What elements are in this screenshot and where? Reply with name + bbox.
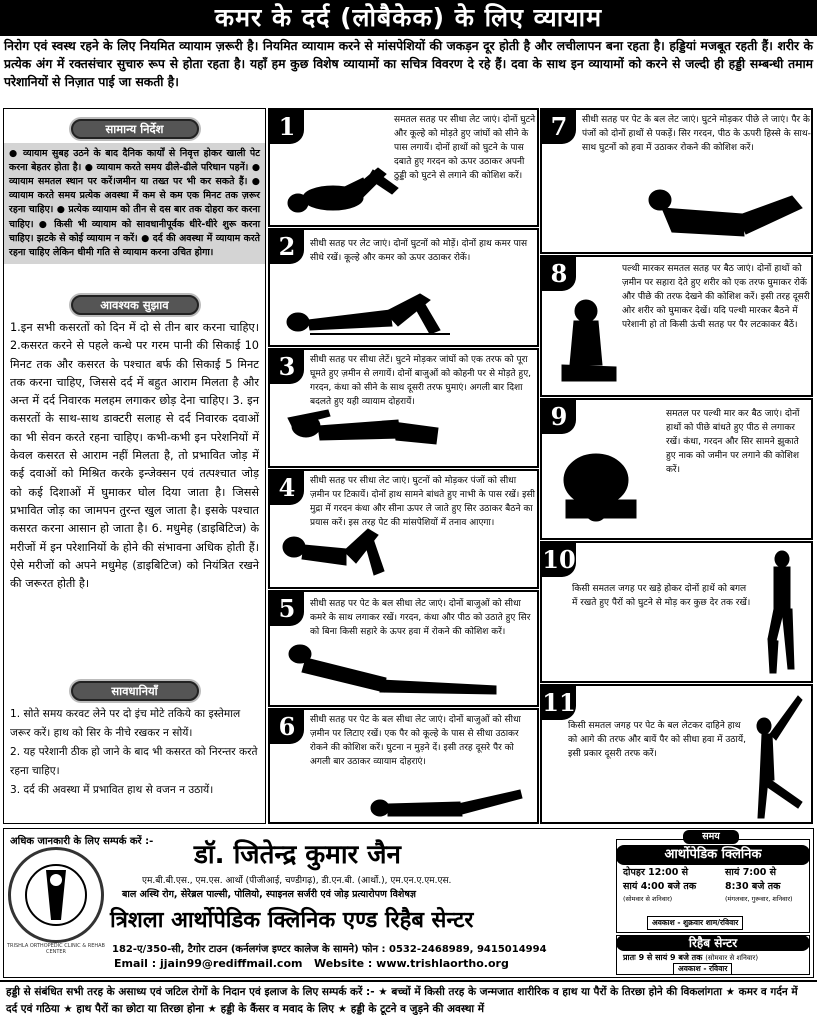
exercise-number: 5: [270, 592, 304, 626]
ortho-time-1a: दोपहर 12:00 से: [623, 867, 689, 878]
email-label: Email :: [114, 957, 157, 970]
website-link[interactable]: www.trishlaortho.org: [376, 957, 509, 970]
exercise-number: 10: [542, 543, 576, 577]
exercise-8-figure-icon: [546, 295, 626, 395]
exercise-text: सीधी सतह पर सीधा लेटें। घुटने मोड़कर जांघों को एक तरफ को पूरा घूमते हुए ज़मीन से लगायें। दोनों बाजुओं को कोहनी पर से मोड़ते हुए, गरदन, कंधा को सीने के साथ दूसरी तरफ घुमाएं। अगली बार दिशा बदलते हुए यही व्यायाम दोहरायें।: [310, 355, 532, 407]
page-title: कमर के दर्द (लोबैकेक) के लिए व्यायाम: [0, 0, 817, 36]
exercise-11-figure-icon: [742, 690, 812, 822]
exercise-number: 9: [542, 400, 576, 434]
exercise-text: सीधी सतह पर पेट के बल सीधा लेट जाएं। दोनों बाजुओं को सीधा कमरे के साथ लगाकर रखें। गरदन, कंधा और पीठ को उठाते हुए सिर को बिना किसी सहारे के ऊपर हवा में रोकने की कोशिश करें।: [310, 599, 531, 637]
exercise-number: 2: [270, 230, 304, 264]
exercise-number: 1: [270, 110, 304, 144]
exercise-10-figure-icon: [756, 549, 808, 679]
intro-text: निरोग एवं स्वस्थ रहने के लिए नियमित व्यायाम ज़रूरी है। नियमित व्यायाम करने से मांसपेशियों की जकड़न दूर होती है और लचीलापन बना रहता है। हड्डियां मजबूत रहती हैं। शरीर के प्रत्येक अंग में रक्तसंचार सुचारु रूप से होता रहता है। यहाँ हम कुछ विशेष व्यायामों का सचित्र विवरण दे रहे हैं। दवा के साथ इन व्यायामों को करने से जल्दी ही हड्डी सम्बन्धी तमाम परेशानियों से निज़ात पाई जा सकती है।: [4, 39, 813, 89]
exercise-panel-11: [540, 684, 813, 824]
clinic-name: त्रिशला आर्थोपेडिक क्लिनिक एण्ड रिहैब सेन्टर: [110, 908, 474, 933]
exercise-text: सीधी सतह पर पेट के बल सीधा लेट जाएं। दोनों बाजुओं को सीधा ज़मीन पर लिटाए रखें। एक पैर को कूल्हे के पास से सीधा उठाकर रोकने की कोशिश करें। घुटना न मुड़ने दें। इसी तरह दूसरे पैर को अगली बार उठाकर व्यायाम दोहराएं।: [310, 715, 521, 767]
ortho-holiday: अवकाश - शुक्रवार शाम/रविवार: [647, 916, 743, 930]
phone-number[interactable]: 0532-2468989, 9415014994: [388, 944, 547, 955]
precaution-item: 1. सोते समय करवट लेने पर दो इंच मोटे तकिये का इस्तेमाल जरूर करें। हाथ को सिर के नीचे रखकर न सोयें।: [10, 708, 241, 739]
exercise-text: पल्थी मारकर समतल सतह पर बैठ जाएं। दोनों हाथों को ज़मीन पर सहारा देते हुए शरीर को एक तरफ घुमाकर रोकें और पीछे की तरफ देखने की कोशिश करें। इसी तरह दूसरी ओर शरीर को घुमाकर देखें। यदि पल्थी मारकर बैठने में परेशानी हो तो किसी ऊंची सतह पर पैर लटकाकर बैठें।: [622, 264, 810, 330]
exercise-text: समतल पर पल्थी मार कर बैठ जाएं। दोनों हाथों को पीछे बांधते हुए पीठ से लगाकर रखें। कंधा, गरदन और सिर सामने झुकाते हुए नाक को जमीन पर लगाने की कोशिश करें।: [666, 409, 800, 475]
doctor-degrees: एम.बी.बी.एस., एम.एस. आर्थो (पीजीआई, चण्डीगढ़), डी.एन.बी. (आर्थो.), एम.एन.ए.एम.एस.: [142, 876, 452, 886]
bottom-banner: हड्डी से संबंधित सभी तरह के असाध्य एवं जटिल रोगों के निदान एवं इलाज के लिए सम्पर्क करें :- ★ बच्चों में किसी तरह के जन्मजात शारीरिक व हाथ या पैरों के तिरछा होने की विकलांगता ★ कमर व गर्दन में दर्द एवं गठिया ★ हाथ पैरों का छोटा या तिरछा होना ★ हड्डी के कैंसर व मवाद के लिए ★ हड्डी के टूटने व जुड़ने की अवस्था में: [0, 980, 817, 1020]
exercise-text: समतल सतह पर सीधा लेट जाएं। दोनों घुटने और कूल्हे को मोड़ते हुए जांघों को सीने के पास लगायें। दोनों हाथों को घुटने के पास दबाते हुए गरदन को ऊपर उठाकर अपनी ठुड्डी को घुटने से लगाने की कोशिश करें।: [394, 115, 536, 181]
exercise-2-figure-icon: [280, 282, 530, 344]
exercise-number: 4: [270, 471, 304, 505]
exercise-5-figure-icon: [276, 644, 516, 704]
doctor-speciality: बाल अस्थि रोग, सेरेब्रल पाल्सी, पोलियो, स्पाइनल सर्जरी एवं जोड़ प्रत्यारोपण विशेषज्ञ: [122, 889, 416, 900]
exercise-panel-4: [268, 469, 539, 589]
ortho-clinic-title: आर्थोपेडिक क्लिनिक: [616, 845, 810, 865]
timing-heading: समय: [683, 830, 739, 844]
suggestions-text: 1.इन सभी कसरतों को दिन में दो से तीन बार करना चाहिए। 2.कसरत करने से पहले कन्धे पर गरम पानी की सिकाई 10 मिनट तक और कसरत के पश्चात बर्फ की सिकाई 5 मिनट तक करना चाहिए, जिससे दर्द में बहुत आराम मिलता है और अन्त में दर्द निवारक मलहम लगाकर छोड़ देना चाहिए। 3. इन कसरतों के साथ-साथ डाक्टरी सलाह से दर्द निवारक दवाओं का भी सेवन करते रहना चाहिए। कभी-कभी इन परेशनियों में केवल कसरत से आराम नहीं मिलता है, तो प्रभावित जोड़ में कई दवाओं को मिश्रित करके इन्जेक्सन एवं तत्पश्चात जोड़ को कई दिशाओं में घुमाकर घोल दिया जाता है। जिससे प्रभावित जोड़ का जामपन तुरन्त खुल जाता है। इसके पश्चात कसरत करना आसान हो जाता है। 6. मधुमेह (डाइबिटिज) के मरीजों में इन परेशानियों के होने की संभावना अधिक होती हैं। ऐसे मरीजों को अपने मधुमेह (डाइबिटिज) को नियंत्रित रखने की जरूरत होती है।: [10, 321, 259, 591]
contact-label: अधिक जानकारी के लिए सम्पर्क करें :-: [10, 836, 154, 847]
exercise-panel-10: [540, 541, 813, 683]
exercise-panel-9: [540, 398, 813, 540]
ortho-days-1: (सोमवार से शनिवार): [623, 894, 673, 903]
ortho-time-2b: 8:30 बजे तक: [725, 880, 781, 892]
exercise-panel-2: [268, 228, 539, 347]
exercise-number: 11: [542, 686, 576, 720]
clinic-logo-icon: [11, 850, 101, 940]
rehab-holiday: अवकाश - रविवार: [673, 963, 732, 975]
exercise-panel-6: [268, 708, 539, 824]
exercise-number: 6: [270, 710, 304, 744]
doctor-name: डॉ. जितेन्द्र कुमार जैन: [194, 840, 401, 870]
exercise-panel-7: [540, 108, 813, 254]
address-line: [112, 941, 547, 955]
website-label: Website :: [313, 957, 373, 970]
exercise-number: 7: [542, 110, 576, 144]
rehab-time: प्रातः 9 से सायं 9 बजे तक: [623, 953, 703, 962]
left-column: [3, 108, 266, 824]
exercise-4-figure-icon: [276, 519, 396, 587]
exercise-panel-8: [540, 255, 813, 397]
exercise-6-figure-icon: [370, 784, 535, 824]
precautions-section: [4, 681, 265, 805]
footer-box: [3, 828, 814, 978]
exercise-panel-3: [268, 348, 539, 468]
exercise-number: 8: [542, 257, 576, 291]
rehab-timing-box: [616, 935, 810, 975]
phone-label: फोन :: [362, 944, 386, 955]
rehab-days: (सोमवार से शनिवार): [705, 954, 759, 962]
exercise-text: सीधी सतह पर लेट जाएं। दोनों घुटनों को मोड़ें। दोनों हाथ कमर पास सीधे रखें। कूल्हे और कमर को ऊपर उठाकर रोकें।: [310, 239, 528, 263]
suggestions-section: [4, 295, 265, 597]
exercise-7-figure-icon: [642, 186, 812, 252]
exercise-text: किसी समतल जगह पर पेट के बल लेटकर दाहिने हाथ को आगे की तरफ और बायें पैर को सीधा हवा में उठायें, इसी प्रकार दूसरी तरफ करें।: [568, 721, 746, 759]
precaution-item: 3. दर्द की अवस्था में प्रभावित हाथ से वजन न उठायें।: [10, 784, 214, 797]
ortho-timing-box: [616, 831, 810, 933]
general-heading: सामान्य निर्देश: [71, 119, 199, 139]
suggestions-heading: आवश्यक सुझाव: [71, 295, 199, 315]
address: 182-ए/350-सी, टैगोर टाउन (कर्नलगंज इण्टर कालेज के सामने): [112, 944, 359, 955]
exercise-text: सीधी सतह पर सीधा लेट जाएं। घुटनों को मोड़कर पंजों को सीधा ज़मीन पर टिकायें। दोनों हाथ सामने बांधते हुए नाभी के पास रखें। इसी मुद्रा में गरदन कंधा और सीना ऊपर ले जाते हुए सिर उठाकर बैठने का प्रयास करें। इस तरह पेट की मांसपेशियों में तनाव आएगा।: [310, 476, 535, 528]
precaution-item: 2. यह परेशानी ठीक हो जाने के बाद भी कसरत को निरन्तर करते रहना चाहिए।: [10, 746, 258, 777]
rehab-title: रिहैब सेन्टर: [616, 935, 810, 951]
general-instructions: [4, 119, 265, 264]
ortho-time-1b: सायं 4:00 बजे तक: [623, 880, 697, 892]
precautions-heading: सावधानियाँ: [71, 681, 199, 701]
ortho-days-2: (मंगलवार, गुरूवार, शनिवार): [725, 894, 793, 903]
logo-text: TRISHLA ORTHOPEDIC CLINIC & REHAB CENTER: [6, 943, 105, 955]
clinic-logo: [8, 847, 104, 943]
exercise-number: 3: [270, 350, 304, 384]
exercise-panel-1: [268, 108, 539, 227]
exercise-9-figure-icon: [546, 440, 646, 538]
exercise-text: किसी समतल जगह पर खड़े होकर दोनों हाथें को बगल में रखते हुए पैरों को घुटने से मोड़ कर कुछ देर तक रखें।: [572, 584, 751, 608]
general-text: ● व्यायाम सुबह उठने के बाद दैनिक कार्यों से निवृत्त होकर खाली पेट करना बेहतर होता है। ● व्यायाम करते समय ढीले-ढीले परिधान पहनें। ● व्यायाम समतल स्थान पर करें।जमीन या तख्त पर भी कर सकते हैं। ● व्यायाम करते समय प्रत्येक अवस्था में कम से कम एक मिनट तक ज़रूर रहना चाहिए। ● प्रत्येक व्यायाम को तीन से दस बार तक दोहरा कर करना चाहिए। ● किसी भी व्यायाम को सावधानीपूर्वक धीरे-धीरे शुरू करना चाहिए। झटके से कोई व्यायाम न करें। ● दर्द की अवस्था में व्यायाम करते रहना चाहिए लेकिन धीमी गति से व्यायाम करना उचित होगा।: [4, 143, 265, 264]
email-website-line: [114, 957, 509, 970]
exercise-1-figure-icon: [278, 148, 408, 223]
ortho-time-2a: सायं 7:00 से: [725, 867, 777, 878]
exercise-text: सीधी सतह पर पेट के बल लेट जाएं। घुटने मोड़कर पीछे ले जाएं। पैर के पंजों को दोनों हाथों से पकड़ें। सिर गरदन, पीठ के ऊपरी हिस्से के साथ-साथ घुटनों को हवा में उठाकर रोकने की कोशिश करें।: [582, 115, 811, 153]
exercise-3-figure-icon: [278, 398, 448, 464]
email-link[interactable]: jjain99@rediffmail.com: [160, 957, 303, 970]
exercise-panel-5: [268, 590, 539, 707]
